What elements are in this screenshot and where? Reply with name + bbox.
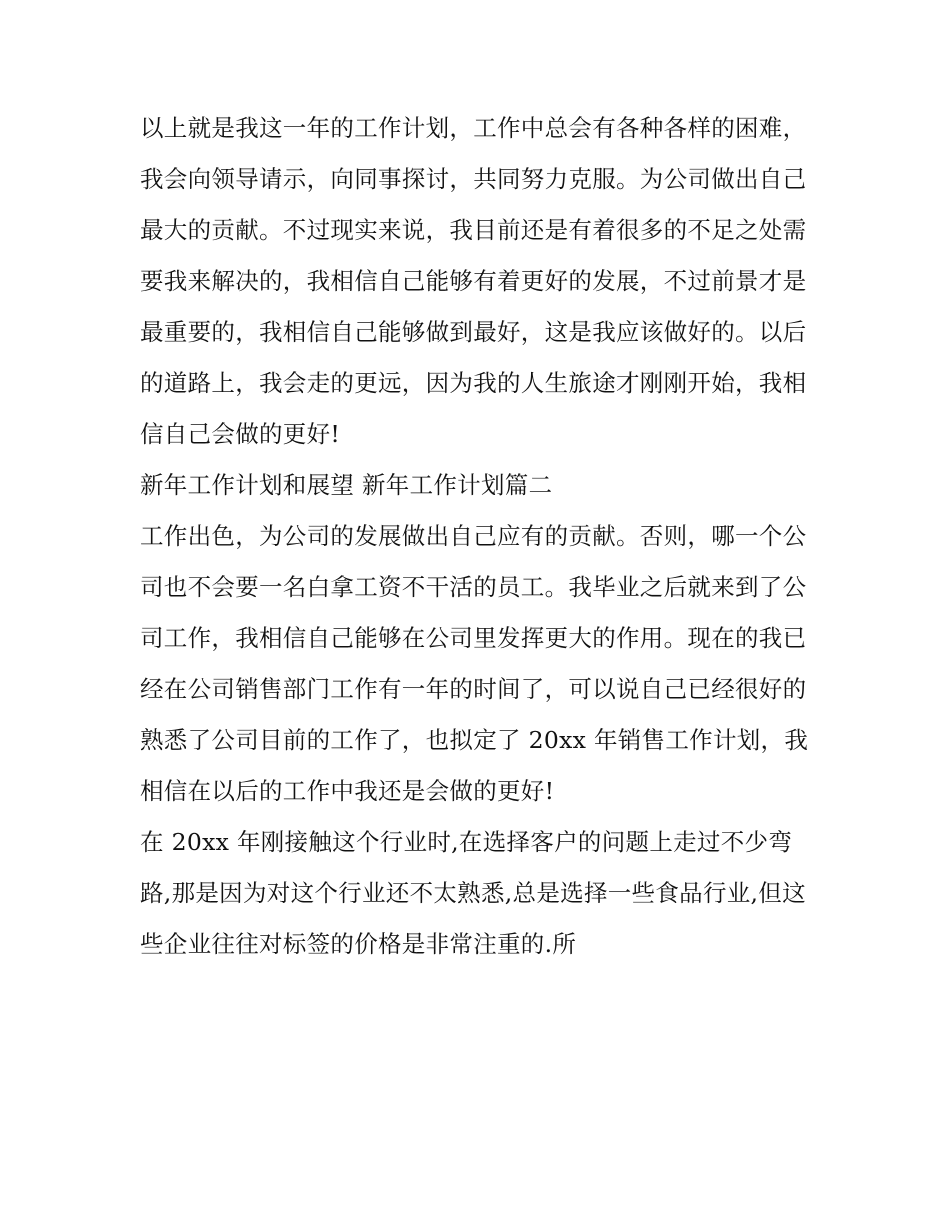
paragraph-work-plan-summary: 以上就是我这一年的工作计划，工作中总会有各种各样的困难，我会向领导请示，向同事探讨，共同努力克服。为公司做出自己最大的贡献。不过现实来说，我目前还是有着很多的不足之处需要我来解决的，我相信自己能够有着更好的发展，不过前景才是最重要的，我相信自己能够做到最好，这是我应该做好的。以后的道路上，我会走的更远，因为我的人生旅途才刚刚开始，我相信自己会做的更好! (140, 114, 807, 448)
paragraph-industry-experience: 在 20xx 年刚接触这个行业时,在选择客户的问题上走过不少弯路,那是因为对这个行业还不太熟悉,总是选择一些食品行业,但这些企业往往对标签的价格是非常注重的.所 (140, 828, 806, 958)
document-body (140, 103, 820, 970)
section-heading: 新年工作计划和展望 新年工作计划篇二 (140, 471, 553, 499)
paragraph-work-performance: 工作出色，为公司的发展做出自己应有的贡献。否则，哪一个公司也不会要一名白拿工资不干活的员工。我毕业之后就来到了公司工作，我相信自己能够在公司里发挥更大的作用。现在的我已经在公司销售部门工作有一年的时间了，可以说自己已经很好的熟悉了公司目前的工作了，也拟定了 20xx 年销售工作计划，我相信在以后的工作中我还是会做的更好! (140, 522, 809, 805)
